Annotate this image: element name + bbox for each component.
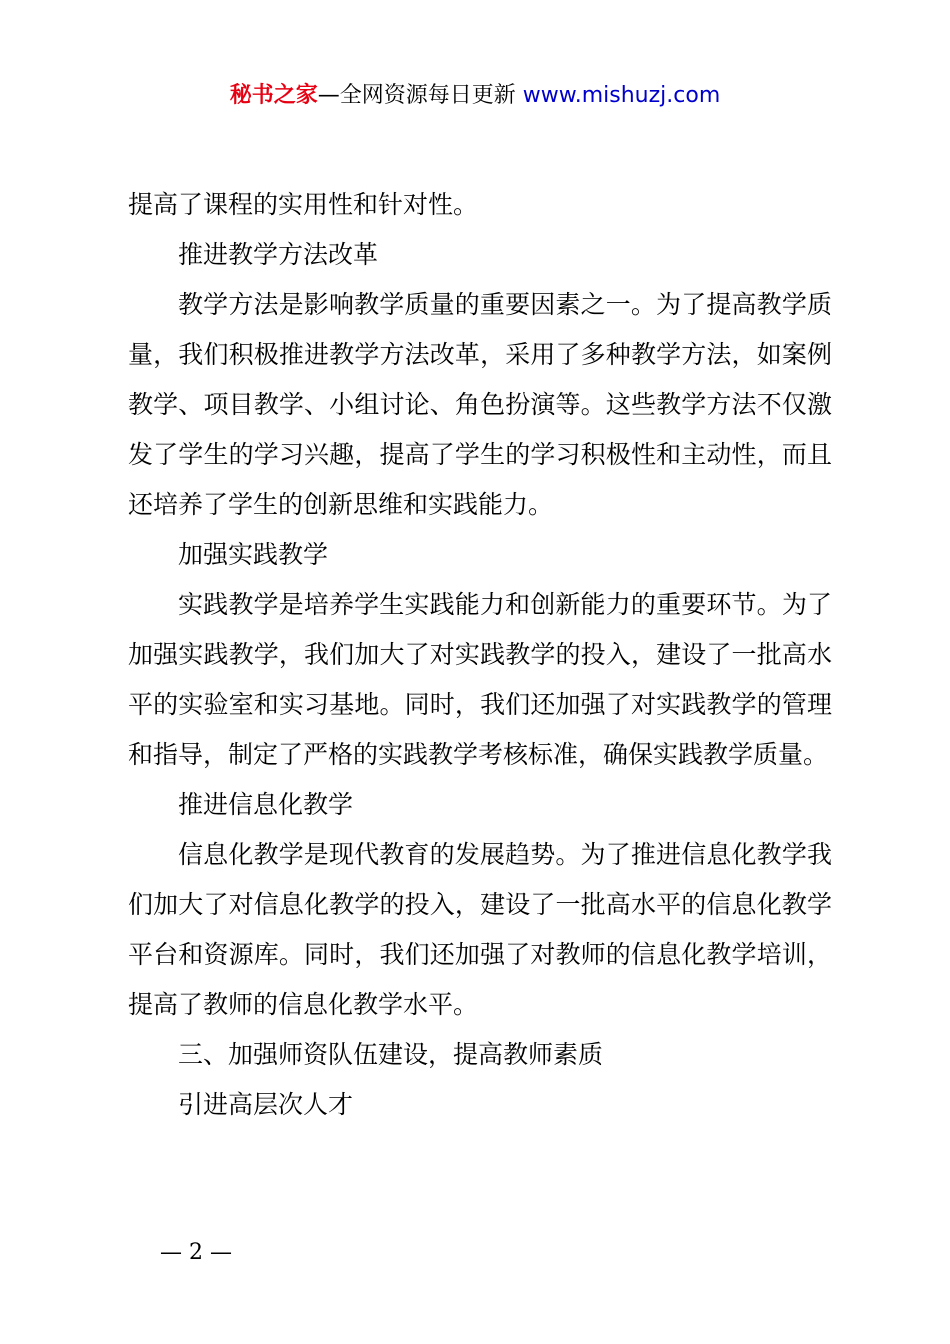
site-url-link[interactable]: www.mishuzj.com — [522, 83, 721, 108]
section-heading-practice-teaching: 加强实践教学 — [178, 540, 329, 569]
section-heading-teaching-methods: 推进教学方法改革 — [178, 240, 379, 269]
paragraph-teaching-methods: 教学方法是影响教学质量的重要因素之一。为了提高教学质量，我们积极推进教学方法改革，采用了多种教学方法，如案例教学、项目教学、小组讨论、角色扮演等。这些教学方法不仅激发了学生的学习兴趣，提高了学生的学习积极性和主动性，而且还培养了学生的创新思维和实践能力。 — [128, 290, 832, 519]
document-body — [128, 180, 832, 1130]
section-heading-talent: 引进高层次人才 — [178, 1090, 354, 1119]
site-header — [0, 80, 950, 112]
paragraph-continuation: 提高了课程的实用性和针对性。 — [128, 190, 479, 219]
page-number: — 2 — — [160, 1240, 232, 1265]
section-heading-it-teaching: 推进信息化教学 — [178, 790, 354, 819]
paragraph-practice-teaching: 实践教学是培养学生实践能力和创新能力的重要环节。为了加强实践教学，我们加大了对实践教学的投入，建设了一批高水平的实验室和实习基地。同时，我们还加强了对实践教学的管理和指导，制定了严格的实践教学考核标准，确保实践教学质量。 — [128, 590, 832, 769]
chapter-heading-faculty: 三、加强师资队伍建设，提高教师素质 — [178, 1040, 604, 1069]
paragraph-it-teaching: 信息化教学是现代教育的发展趋势。为了推进信息化教学我们加大了对信息化教学的投入，建设了一批高水平的信息化教学平台和资源库。同时，我们还加强了对教师的信息化教学培训，提高了教师的信息化教学水平。 — [128, 840, 832, 1019]
brand-name: 秘书之家 — [229, 83, 318, 108]
header-tagline: —全网资源每日更新 — [317, 83, 516, 108]
